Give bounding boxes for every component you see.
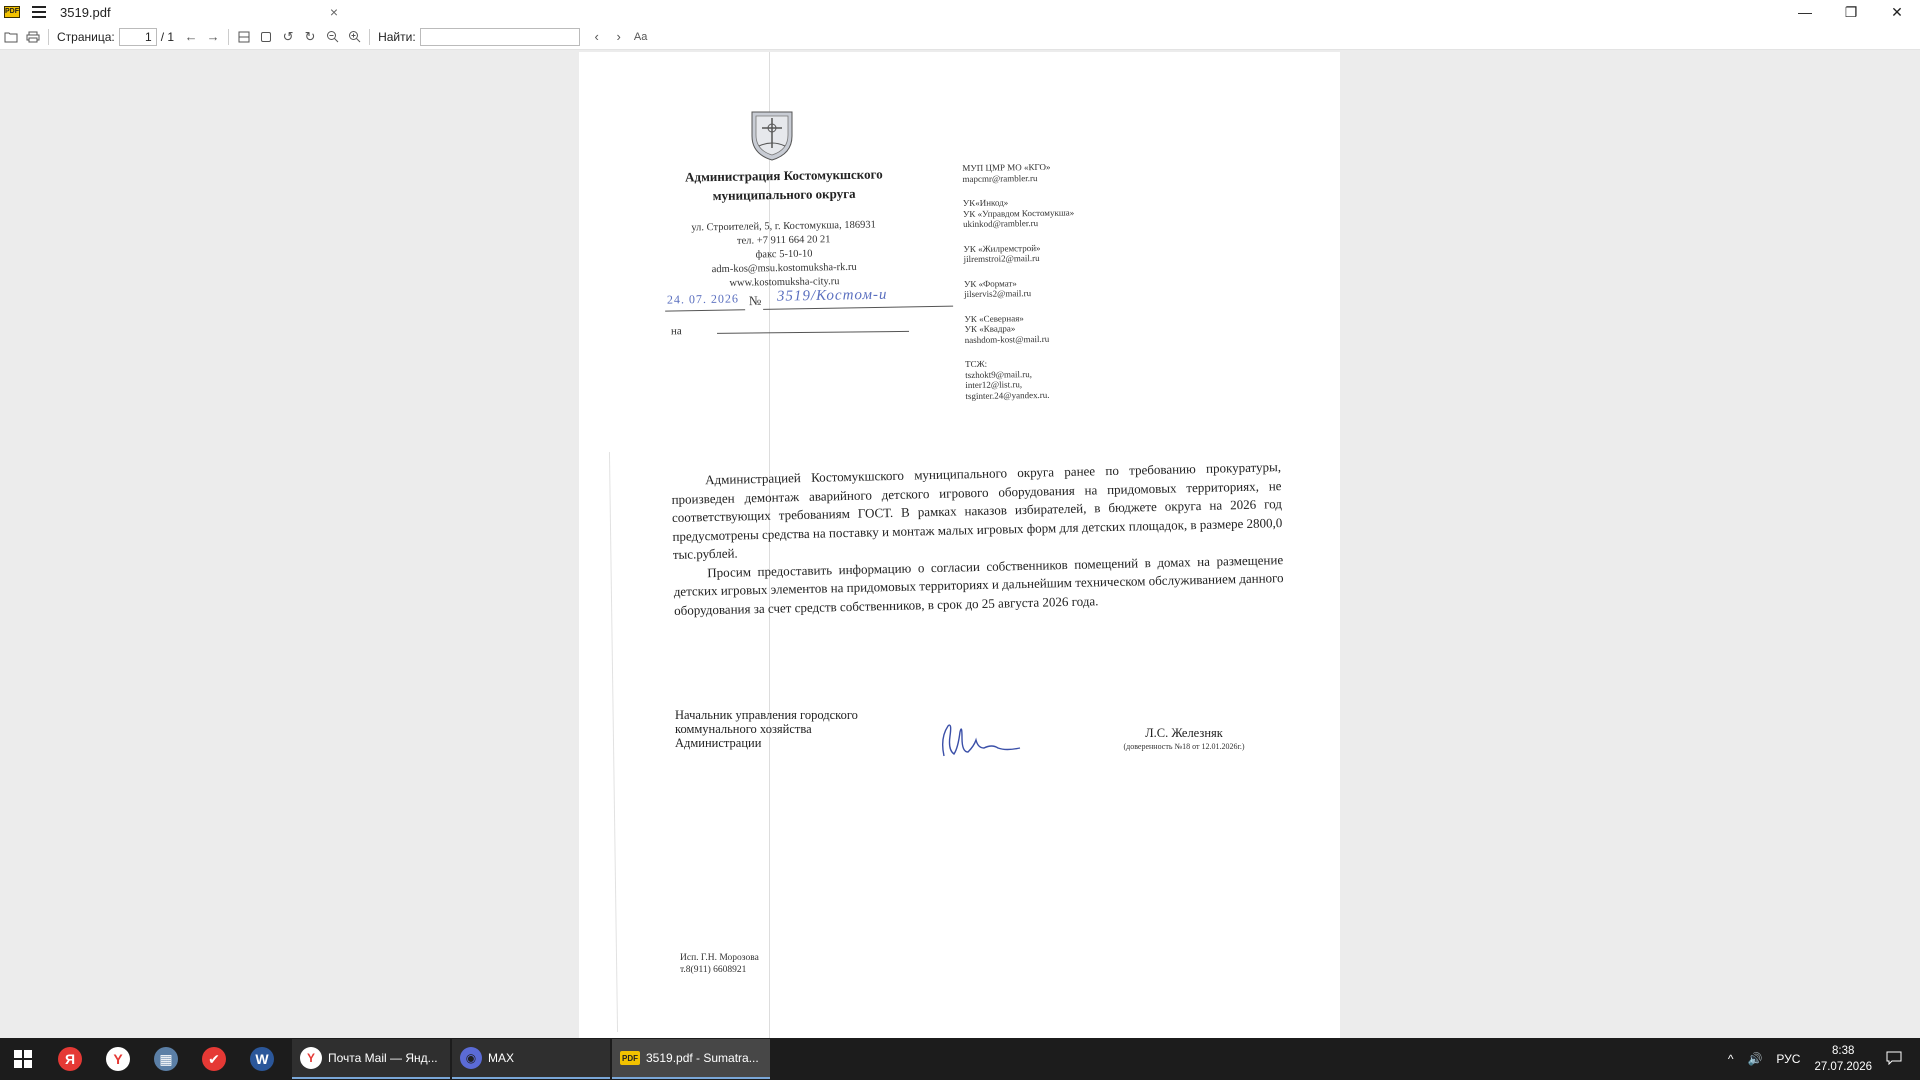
taskbar-task[interactable] bbox=[612, 1039, 770, 1079]
notifications-icon[interactable] bbox=[1886, 1051, 1902, 1068]
yandex-browser-alt-icon: Я bbox=[58, 1047, 82, 1071]
task-label: 3519.pdf - Sumatra... bbox=[646, 1051, 759, 1065]
pdf-page bbox=[579, 52, 1340, 1038]
organization-name bbox=[664, 164, 905, 206]
taskbar bbox=[0, 1038, 1920, 1080]
print-icon[interactable] bbox=[22, 26, 44, 48]
recipient-group bbox=[963, 196, 1113, 230]
signer-name: Л.С. Железняк bbox=[1145, 726, 1223, 740]
number-underline bbox=[763, 306, 953, 310]
windows-logo-icon bbox=[14, 1050, 32, 1068]
reference-line bbox=[671, 323, 931, 338]
taskbar-task[interactable] bbox=[452, 1039, 610, 1079]
task-app-icon: Y bbox=[300, 1047, 322, 1069]
zoom-out-icon[interactable] bbox=[321, 26, 343, 48]
page-label: Страница: bbox=[57, 29, 115, 44]
tab-document[interactable] bbox=[54, 0, 344, 24]
na-label: на bbox=[670, 325, 682, 338]
page-number-input[interactable]: 1 bbox=[119, 28, 157, 46]
task-app-icon: ◉ bbox=[460, 1047, 482, 1069]
running-tasks bbox=[290, 1039, 770, 1079]
org-website: www.kostomuksha-city.ru bbox=[729, 276, 840, 289]
menu-icon[interactable] bbox=[32, 6, 46, 18]
recipient-line: УК «Квадра» bbox=[964, 323, 1016, 335]
separator bbox=[369, 29, 370, 45]
arrow-left-icon[interactable]: ← bbox=[184, 29, 198, 44]
recipient-line: УК «Управдом Костомукша» bbox=[962, 207, 1075, 219]
organization-contacts bbox=[673, 218, 894, 291]
org-phone: тел. +7 911 664 20 21 bbox=[736, 234, 831, 247]
tray-chevron-icon[interactable]: ^ bbox=[1727, 1052, 1734, 1066]
document-viewer[interactable] bbox=[0, 50, 1920, 1038]
separator bbox=[48, 29, 49, 45]
registration-number: 3519/Костом-и bbox=[776, 286, 888, 305]
registration-date: 24. 07. 2026 bbox=[666, 291, 740, 307]
handwritten-signature bbox=[936, 718, 1036, 762]
zoom-in-icon[interactable] bbox=[343, 26, 365, 48]
org-fax: факс 5-10-10 bbox=[755, 248, 813, 261]
close-button[interactable]: ✕ bbox=[1891, 3, 1903, 20]
number-sign: № bbox=[748, 292, 762, 309]
recipient-line: nashdom-kost@mail.ru bbox=[964, 333, 1050, 345]
recipient-line: mapcmr@rambler.ru bbox=[962, 172, 1038, 184]
clock[interactable] bbox=[1814, 1043, 1872, 1075]
recipient-group bbox=[963, 241, 1113, 264]
pinned-apps bbox=[46, 1038, 286, 1080]
recipient-line: ukinkod@rambler.ru bbox=[963, 218, 1039, 230]
tasks-app-icon: ✔ bbox=[202, 1047, 226, 1071]
signer-position bbox=[675, 708, 905, 750]
taskbar-task[interactable] bbox=[292, 1039, 450, 1079]
recipient-line: jilremstroi2@mail.ru bbox=[963, 252, 1040, 265]
clock-time: 8:38 bbox=[1832, 1045, 1855, 1057]
minimize-button[interactable]: — bbox=[1798, 4, 1812, 20]
fit-page-icon[interactable] bbox=[255, 26, 277, 48]
executor-name: Исп. Г.Н. Морозова bbox=[680, 953, 759, 963]
recipient-group bbox=[965, 357, 1116, 401]
yandex-browser-icon: Y bbox=[106, 1047, 130, 1071]
system-tray bbox=[1728, 1038, 1920, 1080]
body-paragraph-1: Администрацией Костомукшского муниципального округа ранее по требованию прокуратуры, произведен демонтаж аварийного детского игрового оборудования на придомовых территориях, не соответствующих требованиям ГОСТ. В рамках наказов избирателей, в бюджете округа на 2026 год предусмотрены средства на поставку и монтаж малых игровых форм для детских площадок, в размере 2800,0 тыс.рублей. bbox=[671, 459, 1283, 562]
pinned-calculator[interactable] bbox=[142, 1038, 190, 1080]
tab-title: 3519.pdf bbox=[60, 4, 111, 20]
volume-icon[interactable]: 🔊 bbox=[1747, 1052, 1763, 1066]
signer-power-of-attorney: (доверенность №18 от 12.01.2026г.) bbox=[1123, 742, 1245, 751]
rotate-right-icon[interactable]: ↻ bbox=[304, 28, 316, 44]
registration-line bbox=[665, 287, 965, 314]
language-indicator[interactable]: РУС bbox=[1776, 1052, 1801, 1066]
letter-body bbox=[671, 458, 1284, 620]
task-app-icon: PDF bbox=[620, 1051, 640, 1065]
recipient-group bbox=[964, 276, 1114, 299]
recipient-line: inter12@list.ru, bbox=[965, 379, 1023, 391]
recipient-group bbox=[964, 311, 1114, 345]
pinned-yandex-browser[interactable] bbox=[94, 1038, 142, 1080]
rotate-left-icon[interactable]: ↺ bbox=[282, 28, 294, 44]
org-address: ул. Строителей, 5, г. Костомукша, 186931 bbox=[691, 219, 876, 234]
page-total: / 1 bbox=[160, 29, 175, 44]
start-button[interactable] bbox=[0, 1038, 46, 1080]
executor-info bbox=[680, 952, 759, 976]
fit-width-icon[interactable] bbox=[233, 26, 255, 48]
coat-of-arms-icon bbox=[747, 106, 797, 162]
pinned-tasks-app[interactable] bbox=[190, 1038, 238, 1080]
tab-close-icon[interactable]: × bbox=[329, 4, 338, 20]
recipient-line: ТСЖ: bbox=[964, 358, 988, 370]
recipient-line: УК «Жилремстрой» bbox=[963, 242, 1041, 254]
pinned-word[interactable] bbox=[238, 1038, 286, 1080]
executor-phone: т.8(911) 6608921 bbox=[680, 965, 747, 975]
scan-artifact bbox=[609, 452, 618, 1032]
recipient-line: tsginter.24@yandex.ru. bbox=[965, 389, 1050, 401]
clock-date: 27.07.2026 bbox=[1814, 1061, 1872, 1073]
recipient-line: МУП ЦМР МО «КГО» bbox=[962, 161, 1051, 174]
recipient-group bbox=[962, 161, 1112, 184]
word-icon: W bbox=[250, 1047, 274, 1071]
find-prev-icon[interactable]: ‹ bbox=[594, 29, 599, 44]
sumatra-logo-icon: PDF bbox=[4, 6, 20, 18]
org-name-line1: Администрация Костомукшского bbox=[684, 166, 883, 185]
pinned-yandex-browser-alt[interactable] bbox=[46, 1038, 94, 1080]
recipient-line: tszhokt9@mail.ru, bbox=[965, 368, 1033, 380]
signer-position-line2: коммунального хозяйства bbox=[675, 722, 812, 736]
org-email: adm-kos@msu.kostomuksha-rk.ru bbox=[711, 261, 857, 276]
title-bar bbox=[0, 0, 1920, 24]
recipient-line: УК «Формат» bbox=[963, 277, 1017, 289]
match-case-toggle[interactable]: Aa bbox=[633, 30, 648, 43]
recipient-line: jilservis2@mail.ru bbox=[964, 288, 1032, 300]
find-input[interactable] bbox=[420, 28, 580, 46]
task-label: MAX bbox=[488, 1051, 515, 1065]
separator bbox=[228, 29, 229, 45]
calculator-icon: ▦ bbox=[154, 1047, 178, 1071]
body-paragraph-2: Просим предоставить информацию о согласии собственников помещений в домах на размещение детских игровых элементов на придомовых территориях и дальнейшим техническом обслуживанием данного оборудования за счет средств собственников, в срок до 25 августа 2026 года. bbox=[673, 551, 1284, 618]
reference-underline bbox=[717, 331, 909, 334]
date-underline bbox=[665, 309, 745, 311]
toolbar bbox=[0, 24, 1920, 50]
recipient-line: УК «Северная» bbox=[964, 312, 1024, 324]
signer-position-line3: Администрации bbox=[675, 736, 762, 750]
restore-button[interactable]: ❐ bbox=[1844, 3, 1858, 20]
find-next-icon[interactable]: › bbox=[616, 29, 621, 44]
recipient-line: УК«Инкод» bbox=[962, 197, 1009, 209]
open-folder-icon[interactable] bbox=[0, 26, 22, 48]
org-name-line2: муниципального округа bbox=[712, 185, 856, 204]
arrow-right-icon[interactable]: → bbox=[206, 29, 220, 44]
find-label: Найти: bbox=[378, 29, 416, 44]
task-label: Почта Mail — Янд... bbox=[328, 1051, 438, 1065]
recipients-block bbox=[962, 161, 1116, 415]
signer-position-line1: Начальник управления городского bbox=[675, 708, 858, 722]
